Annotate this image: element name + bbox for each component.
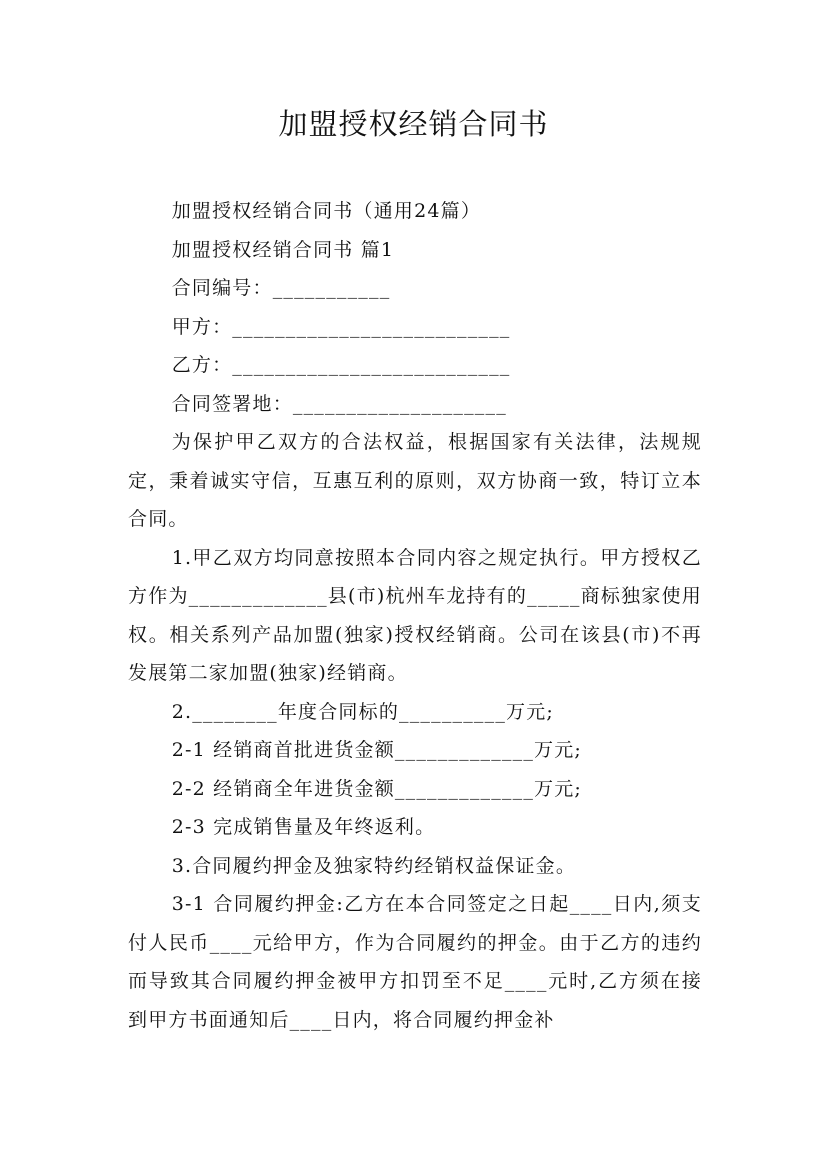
contract-number-line: 合同编号：___________ bbox=[171, 277, 391, 299]
clause-3-1-paragraph: 3-1 合同履约押金:乙方在本合同签定之日起____日内,须支付人民币____元给甲方，作为合同履约的押金。由于乙方的违约而导致其合同履约押金被甲方扣罚至不足____元时,乙方须在接到甲方书面通知后____日内，将合同履约押金补 bbox=[128, 893, 702, 1031]
document-title: 加盟授权经销合同书 bbox=[278, 107, 549, 141]
clause-3-paragraph: 3.合同履约押金及独家特约经销权益保证金。 bbox=[171, 854, 577, 877]
clause-2-paragraph: 2.________年度合同标的__________万元; bbox=[171, 700, 555, 723]
clause-2-1-paragraph: 2-1 经销商首批进货金额_____________万元; bbox=[171, 739, 583, 761]
preamble-paragraph: 为保护甲乙双方的合法权益，根据国家有关法律，法规规定，秉着诚实守信，互惠互利的原则，双方协商一致，特订立本合同。 bbox=[128, 431, 702, 530]
signing-place-line: 合同签署地：____________________ bbox=[171, 392, 507, 415]
party-a-line: 甲方：__________________________ bbox=[171, 315, 511, 338]
heading-article-1: 加盟授权经销合同书 篇1 bbox=[171, 238, 395, 261]
heading-collection: 加盟授权经销合同书（通用24篇） bbox=[171, 200, 482, 222]
document-body bbox=[128, 192, 702, 1039]
party-b-line: 乙方：__________________________ bbox=[171, 354, 511, 376]
clause-1-paragraph: 1.甲乙双方均同意按照本合同内容之规定执行。甲方授权乙方作为_____________县(市)杭州车龙持有的_____商标独家使用权。相关系列产品加盟(独家)授权经销商。公司在该县(市)不再发展第二家加盟(独家)经销商。 bbox=[128, 546, 702, 684]
clause-2-3-paragraph: 2-3 完成销售量及年终返利。 bbox=[171, 816, 436, 838]
clause-2-2-paragraph: 2-2 经销商全年进货金额_____________万元; bbox=[171, 777, 583, 800]
